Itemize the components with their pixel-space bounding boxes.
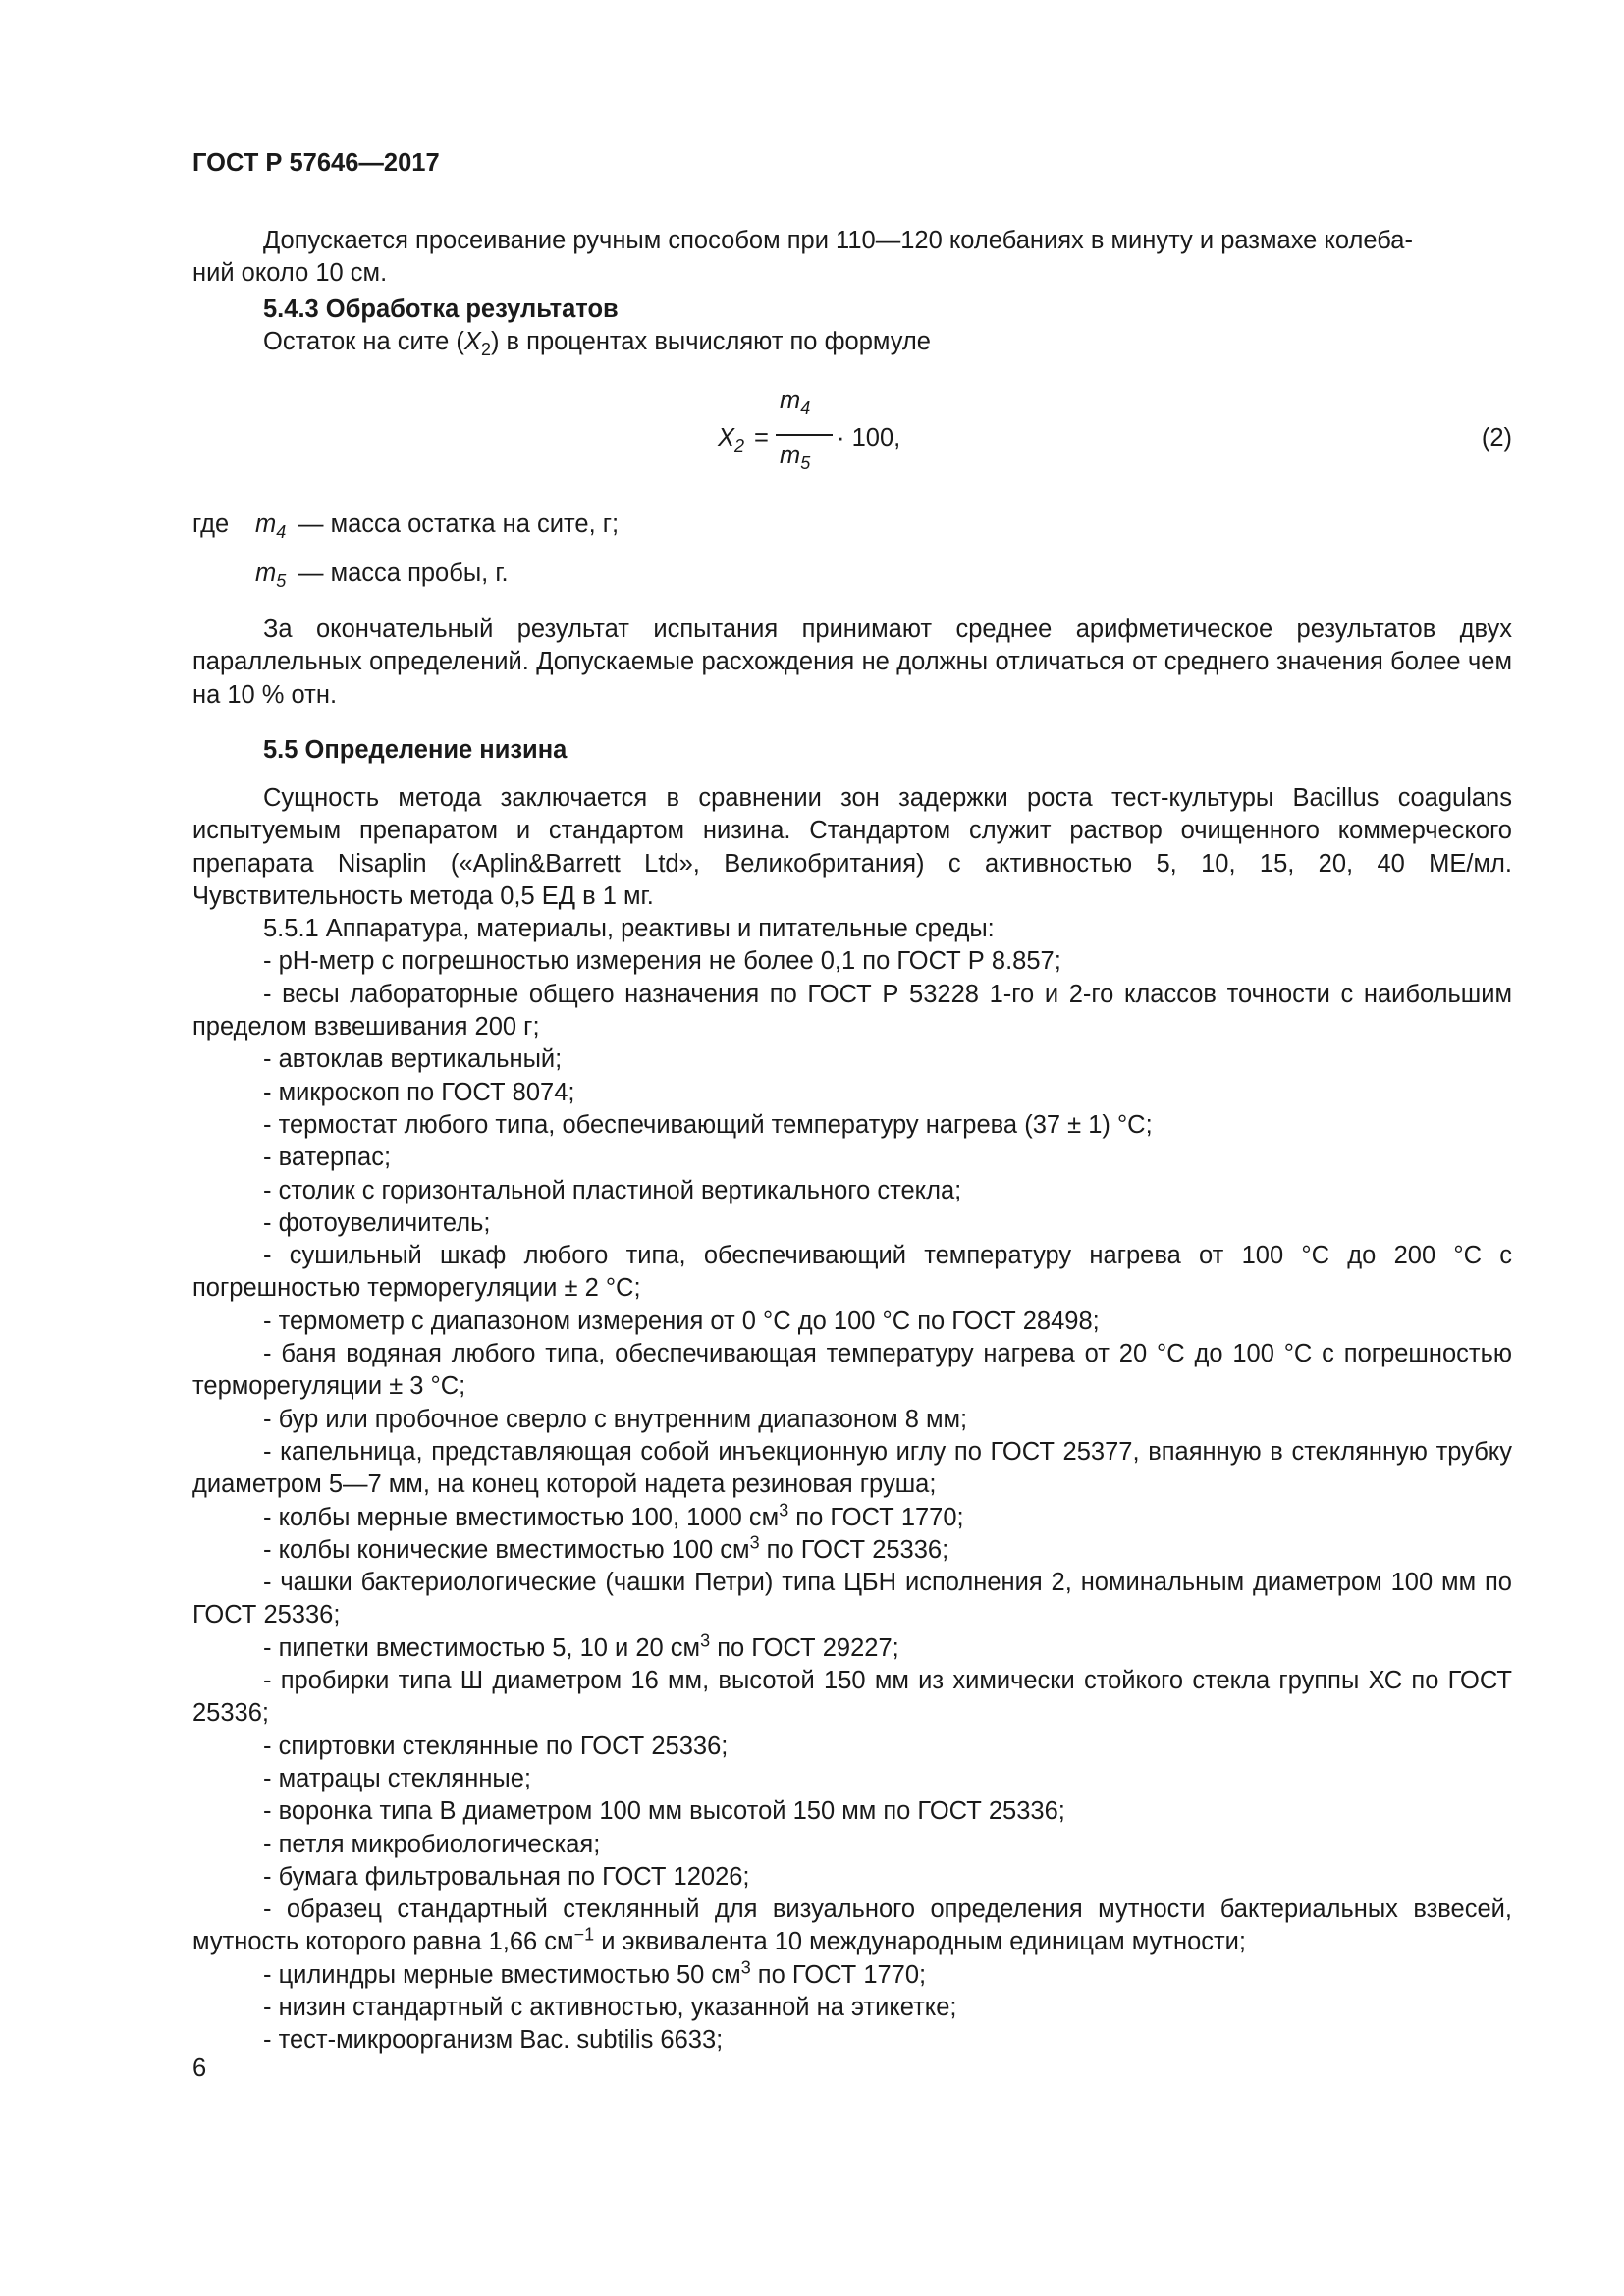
intro-paragraph <box>192 225 1512 291</box>
equipment-list <box>192 945 1512 2056</box>
list-item-text-tail: по ГОСТ 25336; <box>759 1535 949 1564</box>
fraction-bar <box>776 434 833 436</box>
equipment-list-item <box>192 2024 1512 2056</box>
section-5-5-essence: Сущность метода заключается в сравнении зон задержки роста тест-культуры Bacillus coagulans испытуемым препаратом и стандартом низина. Стандартом служит раствор очищенного коммерческого препарата Nisaplin («Aplin&Barrett Ltd», Великобритания) с активностью 5, 10, 15, 20, 40 МЕ/мл. Чувствительность метода 0,5 ЕД в 1 мг. <box>192 784 1512 910</box>
lead-variable-sub: 2 <box>480 340 491 360</box>
list-item-text: - чашки бактериологические (чашки Петри) типа ЦБН исполнения 2, номинальным диаметром 100 мм по ГОСТ 25336; <box>192 1569 1512 1629</box>
list-item-text: - pH-метр с погрешностью измерения не более 0,1 по ГОСТ Р 8.857; <box>263 947 1061 976</box>
section-5-4-3-lead <box>192 326 1512 358</box>
list-item-text: - колбы конические вместимостью 100 см <box>263 1535 750 1564</box>
where-var-2-letter: m <box>255 560 277 587</box>
formula-den-var: m <box>780 442 801 469</box>
list-item-text: - капельница, представляющая собой инъекционную иглу по ГОСТ 25377, впаянную в стеклянную трубку диаметром 5—7 мм, на конец которой надета резиновая груша; <box>192 1437 1512 1499</box>
formula-den-sub: 5 <box>800 454 811 474</box>
list-item-text: - пипетки вместимостью 5, 10 и 20 см <box>263 1633 701 1662</box>
where-var-2-sub: 5 <box>276 571 287 592</box>
equipment-list-item <box>192 1436 1512 1502</box>
equipment-list-item <box>192 945 1512 978</box>
equipment-list-item <box>192 1795 1512 1828</box>
where-item-1 <box>192 508 1512 558</box>
equipment-list-item <box>192 1142 1512 1174</box>
equipment-list-item <box>192 1109 1512 1142</box>
equipment-list-item <box>192 979 1512 1044</box>
list-item-text-tail: по ГОСТ 1770; <box>750 1960 927 1989</box>
list-item-text: - матрацы стеклянные; <box>263 1764 532 1792</box>
list-item-superscript: 3 <box>779 1500 789 1521</box>
list-item-text: - низин стандартный с активностью, указанной на этикетке; <box>263 1993 957 2021</box>
list-item-text: - петля микробиологическая; <box>263 1830 601 1858</box>
where-var-1-sub: 4 <box>276 522 287 543</box>
list-item-text: - пробирки типа Ш диаметром 16 мм, высотой 150 мм из химически стойкого стекла группы ХС по ГОСТ 25336; <box>192 1667 1512 1728</box>
section-5-5-1-title: 5.5.1 Аппаратура, материалы, реактивы и питательные среды: <box>263 915 995 943</box>
formula-multiplier: · 100, <box>837 424 901 452</box>
equipment-list-item <box>192 1404 1512 1436</box>
formula-denominator <box>780 440 810 472</box>
final-result-text: За окончательный результат испытания принимают среднее арифметическое результатов двух параллельных определений. Допускаемые расхождения не должны отличаться от среднего значения более чем на 10 % отн. <box>192 615 1512 709</box>
where-item-2 <box>192 558 1512 607</box>
formula-number: (2) <box>1481 424 1512 452</box>
equipment-list-item <box>192 1731 1512 1763</box>
equipment-list-item <box>192 1240 1512 1306</box>
list-item-text: - сушильный шкаф любого типа, обеспечивающий температуру нагрева от 100 °С до 200 °С с погрешностью терморегуляции ± 2 °С; <box>192 1242 1512 1303</box>
lead-variable: X <box>463 328 481 356</box>
where-var-1 <box>255 508 286 541</box>
equipment-list-item <box>192 1502 1512 1534</box>
equipment-list-item <box>192 1992 1512 2024</box>
list-item-text: - бур или пробочное сверло с внутренним диапазоном 8 мм; <box>263 1405 968 1433</box>
equipment-list-item <box>192 1534 1512 1567</box>
list-item-text-tail: по ГОСТ 1770; <box>788 1503 964 1531</box>
formula-2 <box>192 385 1512 493</box>
list-item-text: - термометр с диапазоном измерения от 0 °С до 100 °С по ГОСТ 28498; <box>263 1307 1100 1335</box>
section-5-4-3 <box>192 294 1512 359</box>
formula-lhs-var: X <box>718 424 735 452</box>
equipment-list-item <box>192 1207 1512 1240</box>
formula-lhs <box>718 422 744 454</box>
list-item-text: - термостат любого типа, обеспечивающий температуру нагрева (37 ± 1) °С; <box>263 1110 1153 1139</box>
formula-equals: = <box>754 424 769 452</box>
formula-num-var: m <box>780 387 801 414</box>
equipment-list-item <box>192 1567 1512 1632</box>
lead-text-after: ) в процентах вычисляют по формуле <box>490 328 931 356</box>
formula-num-sub: 4 <box>800 399 811 419</box>
list-item-text: - ватерпас; <box>263 1144 392 1172</box>
section-5-5-body <box>192 782 1512 2057</box>
equipment-list-item <box>192 1338 1512 1404</box>
equipment-list-item <box>192 1077 1512 1109</box>
equipment-list-item <box>192 1763 1512 1795</box>
list-item-text: - баня водяная любого типа, обеспечивающая температуру нагрева от 20 °С до 100 °С с погрешностью терморегуляции ± 3 °С; <box>192 1340 1512 1401</box>
list-item-text: - автоклав вертикальный; <box>263 1045 563 1074</box>
where-var-1-letter: m <box>255 510 277 538</box>
list-item-text: - весы лабораторные общего назначения по ГОСТ Р 53228 1-го и 2-го классов точности с наибольшим пределом взвешивания 200 г; <box>192 980 1512 1041</box>
list-item-superscript: −1 <box>573 1924 595 1945</box>
final-result-paragraph <box>192 614 1512 712</box>
list-item-text: - цилиндры мерные вместимостью 50 см <box>263 1960 741 1989</box>
list-item-text: - бумага фильтровальная по ГОСТ 12026; <box>263 1862 750 1891</box>
formula-lhs-sub: 2 <box>734 436 745 456</box>
equipment-list-item <box>192 1175 1512 1207</box>
equipment-list-item <box>192 1829 1512 1861</box>
lead-text-before: Остаток на сите ( <box>263 328 464 356</box>
where-text-1: — масса остатка на сите, г; <box>298 510 620 538</box>
intro-line-2: ний около 10 см. <box>192 259 388 288</box>
where-label: где <box>192 510 230 538</box>
equipment-list-item <box>192 1665 1512 1731</box>
list-item-superscript: 3 <box>749 1532 760 1553</box>
equipment-list-item <box>192 1861 1512 1894</box>
section-5-5 <box>192 734 1512 767</box>
list-item-text: - колбы мерные вместимостью 100, 1000 см <box>263 1503 780 1531</box>
list-item-text-tail: и эквивалента 10 международным единицам мутности; <box>594 1928 1247 1956</box>
where-text-2: — масса пробы, г. <box>298 560 509 587</box>
equipment-list-item <box>192 1632 1512 1665</box>
list-item-text: - тест-микроорганизм Bac. subtilis 6633; <box>263 2026 724 2055</box>
list-item-superscript: 3 <box>740 1957 751 1978</box>
equipment-list-item <box>192 1043 1512 1076</box>
page-number: 6 <box>192 2055 207 2082</box>
list-item-text-tail: по ГОСТ 29227; <box>710 1633 899 1662</box>
list-item-superscript: 3 <box>700 1630 711 1651</box>
section-5-5-title: 5.5 Определение низина <box>263 736 568 764</box>
formula-numerator <box>780 385 810 417</box>
document-header: ГОСТ Р 57646—2017 <box>192 149 440 177</box>
where-block <box>192 508 1512 607</box>
list-item-text: - спиртовки стеклянные по ГОСТ 25336; <box>263 1732 729 1760</box>
where-var-2 <box>255 558 286 590</box>
list-item-text: - фотоувеличитель; <box>263 1208 491 1237</box>
list-item-text: - микроскоп по ГОСТ 8074; <box>263 1078 575 1106</box>
equipment-list-item <box>192 1894 1512 1959</box>
section-5-4-3-title: 5.4.3 Обработка результатов <box>263 295 619 323</box>
intro-line-1: Допускается просеивание ручным способом при 110—120 колебаниях в минуту и размахе колеба- <box>263 227 1413 254</box>
equipment-list-item <box>192 1306 1512 1338</box>
list-item-text: - воронка типа В диаметром 100 мм высотой 150 мм по ГОСТ 25336; <box>263 1797 1065 1826</box>
list-item-text: - образец стандартный стеклянный для визуального определения мутности бактериальных взвесей, мутность которого равна 1,66 см <box>192 1896 1512 1956</box>
list-item-text: - столик с горизонтальной пластиной вертикального стекла; <box>263 1176 962 1204</box>
equipment-list-item <box>192 1959 1512 1992</box>
